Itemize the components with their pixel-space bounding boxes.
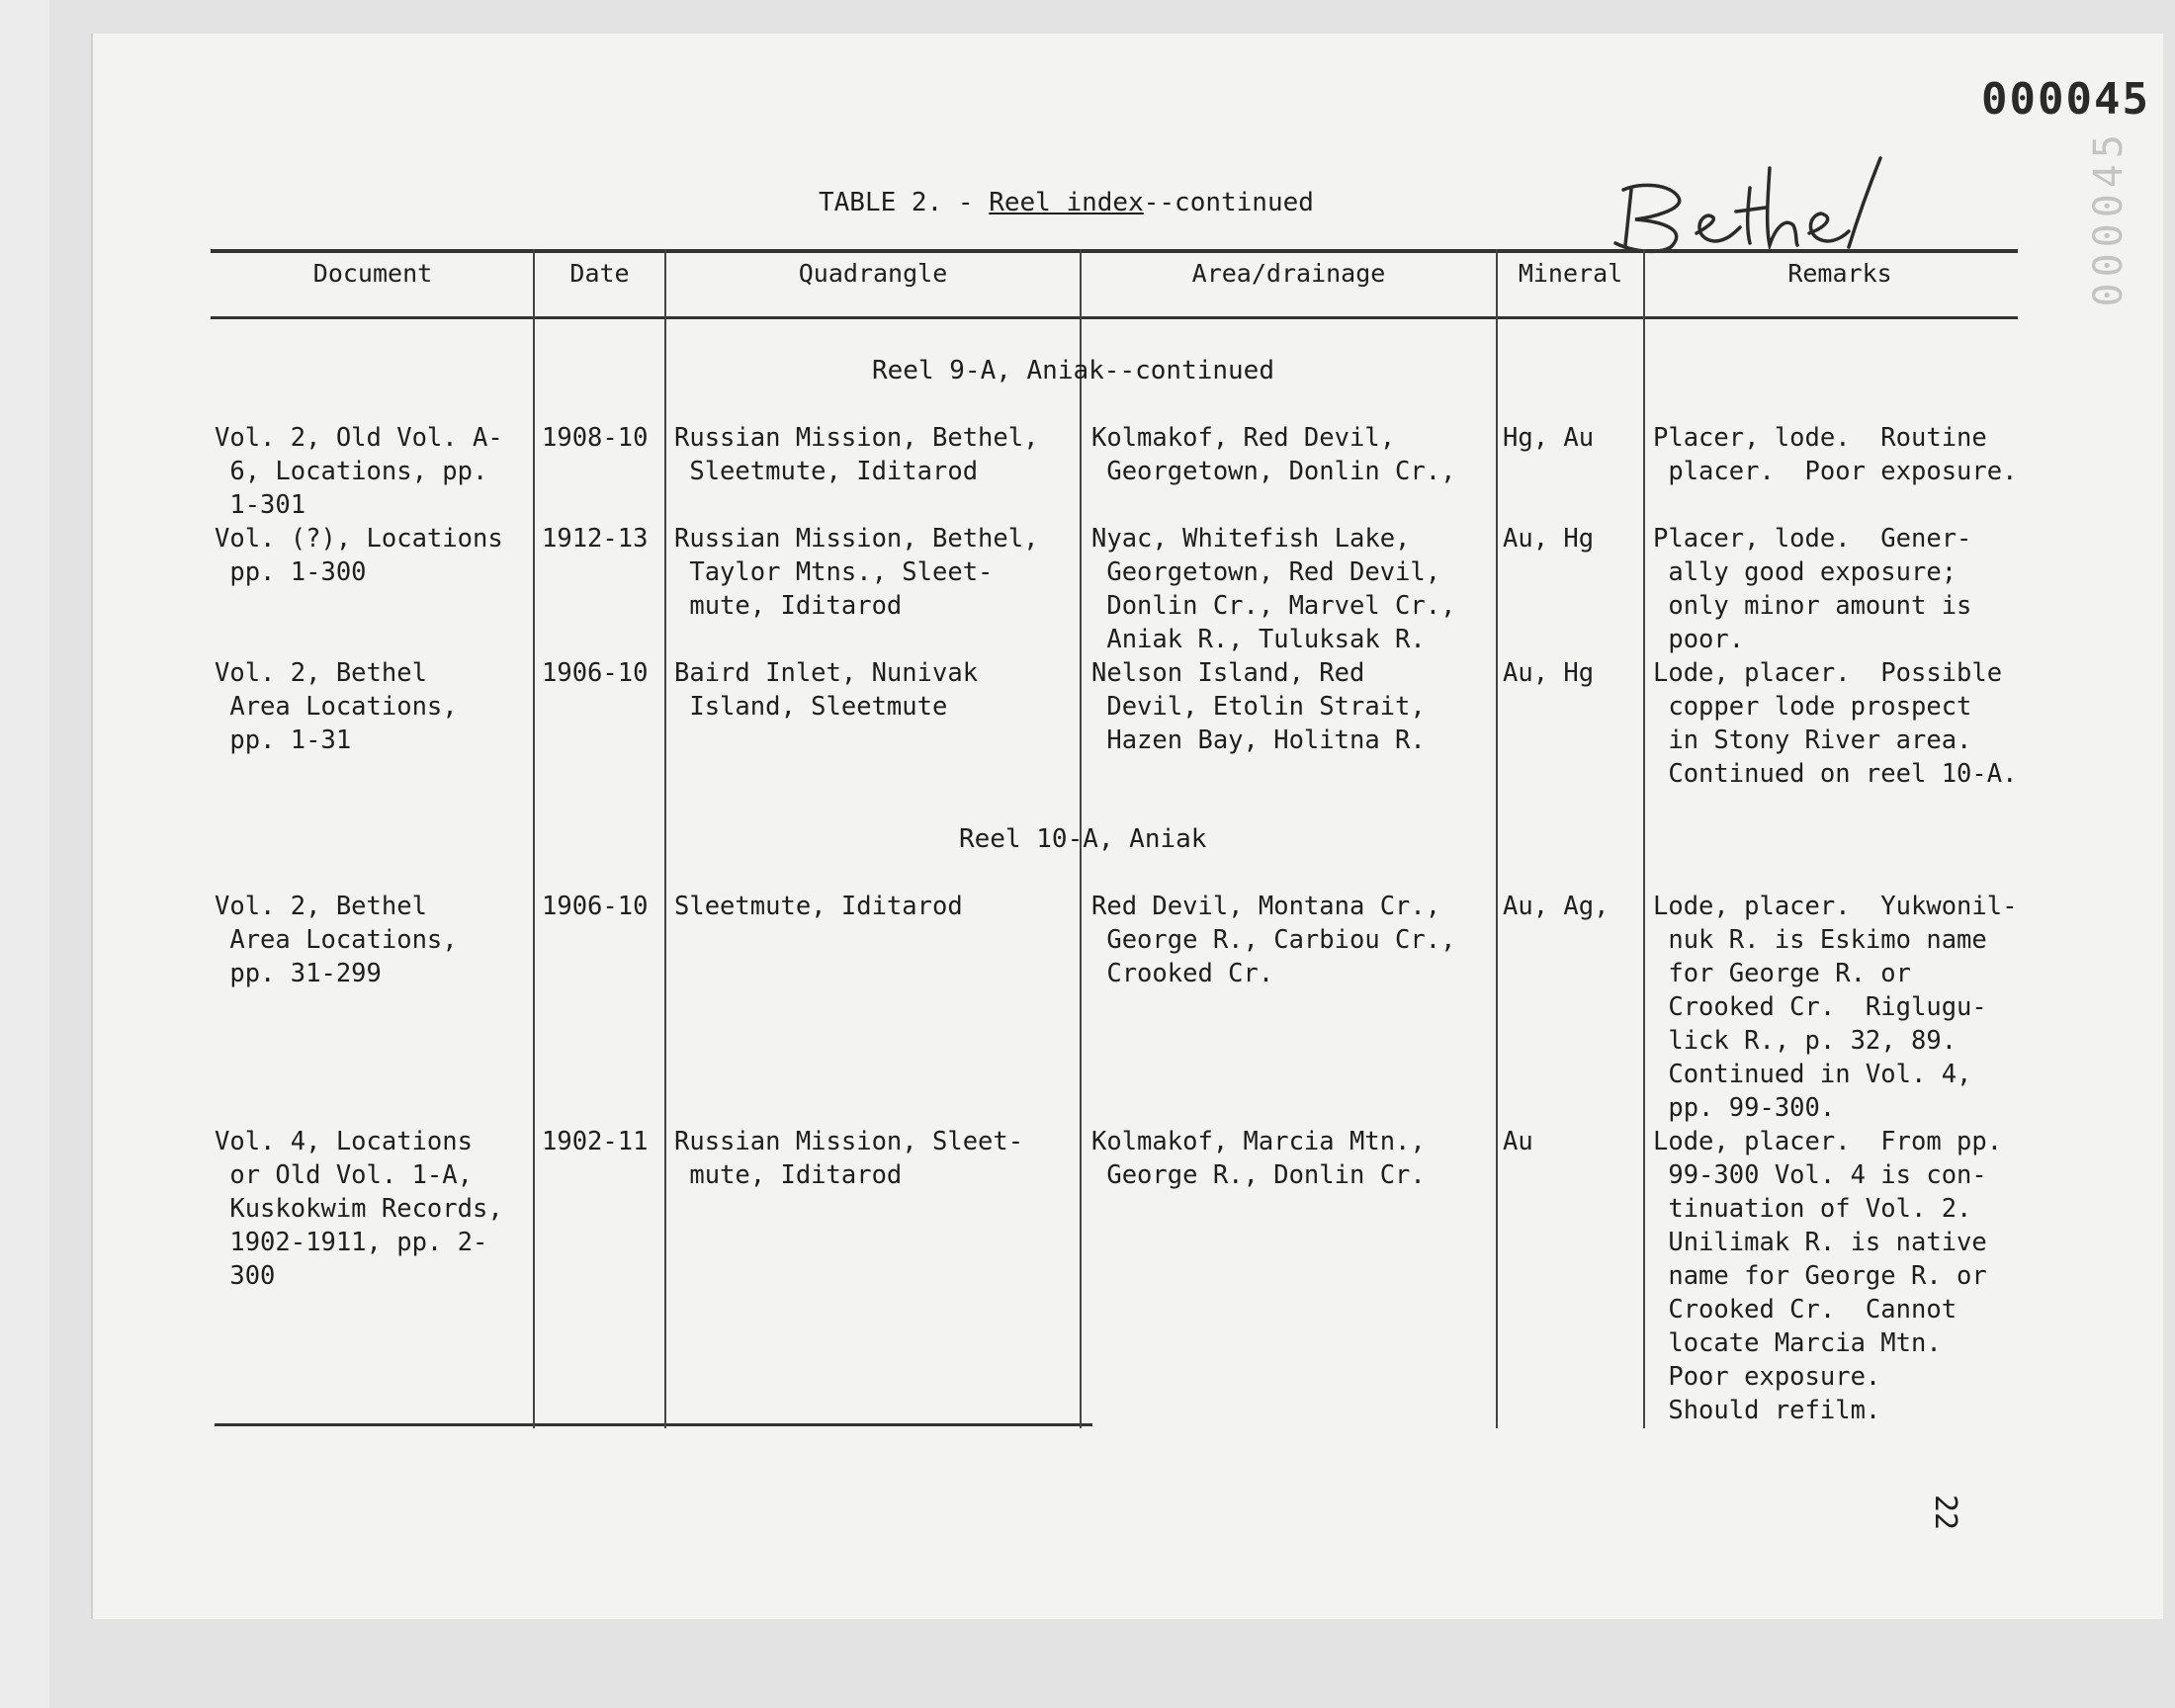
- column-divider-4: [1496, 249, 1498, 1428]
- cell-document: Vol. 4, Locations or Old Vol. 1-A, Kuskokwim Records, 1902-1911, pp. 2- 300: [215, 1127, 503, 1291]
- cell-document: Vol. (?), Locations pp. 1-300: [215, 524, 503, 587]
- section-heading: Reel 9-A, Aniak--continued: [872, 356, 1274, 385]
- table-top-rule: [211, 249, 2018, 253]
- cell-area: Red Devil, Montana Cr., George R., Carbiou Cr., Crooked Cr.: [1091, 892, 1456, 988]
- column-header-document: Document: [312, 259, 433, 288]
- cell-area: Nyac, Whitefish Lake, Georgetown, Red Devil, Donlin Cr., Marvel Cr., Aniak R., Tuluksak R.: [1091, 524, 1456, 654]
- document-number-stamp-ghost: 000045: [2086, 128, 2132, 307]
- cell-remarks: Lode, placer. From pp. 99-300 Vol. 4 is con- tinuation of Vol. 2. Unilimak R. is native name for George R. or Crooked Cr. Cannot locate Marcia Mtn. Poor exposure. Should refilm.: [1653, 1127, 2003, 1425]
- cell-quadrangle: Sleetmute, Iditarod: [674, 892, 963, 921]
- cell-area: Nelson Island, Red Devil, Etolin Strait, Hazen Bay, Holitna R.: [1091, 658, 1426, 755]
- column-header-area-drainage: Area/drainage: [1191, 259, 1386, 288]
- bethel-signature: [1602, 148, 1888, 257]
- cell-mineral: Au, Ag,: [1503, 892, 1610, 921]
- cell-mineral: Hg, Au: [1503, 423, 1595, 453]
- cell-remarks: Placer, lode. Gener- ally good exposure; only minor amount is poor.: [1653, 524, 1972, 654]
- scan-margin: [0, 0, 49, 1708]
- table-bottom-rule: [215, 1423, 1092, 1426]
- column-divider-5: [1643, 249, 1645, 1428]
- cell-area: Kolmakof, Marcia Mtn., George R., Donlin Cr.: [1091, 1127, 1426, 1190]
- cell-remarks: Placer, lode. Routine placer. Poor exposure.: [1653, 423, 2018, 486]
- column-divider-2: [664, 249, 666, 1428]
- cell-quadrangle: Baird Inlet, Nunivak Island, Sleetmute: [674, 658, 979, 722]
- table-title: TABLE 2. - Reel index--continued: [819, 188, 1314, 217]
- column-header-mineral: Mineral: [1518, 259, 1623, 288]
- cell-date: 1906-10: [542, 658, 649, 688]
- cell-document: Vol. 2, Old Vol. A- 6, Locations, pp. 1-301: [215, 423, 503, 520]
- cell-area: Kolmakof, Red Devil, Georgetown, Donlin Cr.,: [1091, 423, 1456, 486]
- cell-quadrangle: Russian Mission, Sleet- mute, Iditarod: [674, 1127, 1024, 1190]
- cell-mineral: Au, Hg: [1503, 658, 1595, 688]
- cell-mineral: Au: [1503, 1127, 1533, 1156]
- column-header-remarks: Remarks: [1787, 259, 1892, 288]
- header-bottom-rule: [211, 316, 2018, 319]
- cell-remarks: Lode, placer. Possible copper lode prospect in Stony River area. Continued on reel 10-A.: [1653, 658, 2018, 789]
- cell-date: 1912-13: [542, 524, 649, 554]
- cell-mineral: Au, Hg: [1503, 524, 1595, 554]
- cell-remarks: Lode, placer. Yukwonil- nuk R. is Eskimo name for George R. or Crooked Cr. Riglugu- lick R., p. 32, 89. Continued in Vol. 4, pp. 99-300.: [1653, 892, 2018, 1123]
- cell-date: 1906-10: [542, 892, 649, 921]
- cell-quadrangle: Russian Mission, Bethel, Taylor Mtns., Sleet- mute, Iditarod: [674, 524, 1039, 621]
- column-divider-1: [533, 249, 535, 1428]
- cell-date: 1902-11: [542, 1127, 649, 1156]
- section-heading: Reel 10-A, Aniak: [959, 824, 1207, 854]
- column-header-quadrangle: Quadrangle: [798, 259, 948, 288]
- column-header-date: Date: [569, 259, 630, 288]
- cell-document: Vol. 2, Bethel Area Locations, pp. 31-299: [215, 892, 458, 988]
- page-number: 22: [1928, 1494, 1962, 1531]
- cell-document: Vol. 2, Bethel Area Locations, pp. 1-31: [215, 658, 458, 755]
- cell-quadrangle: Russian Mission, Bethel, Sleetmute, Iditarod: [674, 423, 1039, 486]
- document-number-stamp: 000045: [1981, 74, 2150, 125]
- cell-date: 1908-10: [542, 423, 649, 453]
